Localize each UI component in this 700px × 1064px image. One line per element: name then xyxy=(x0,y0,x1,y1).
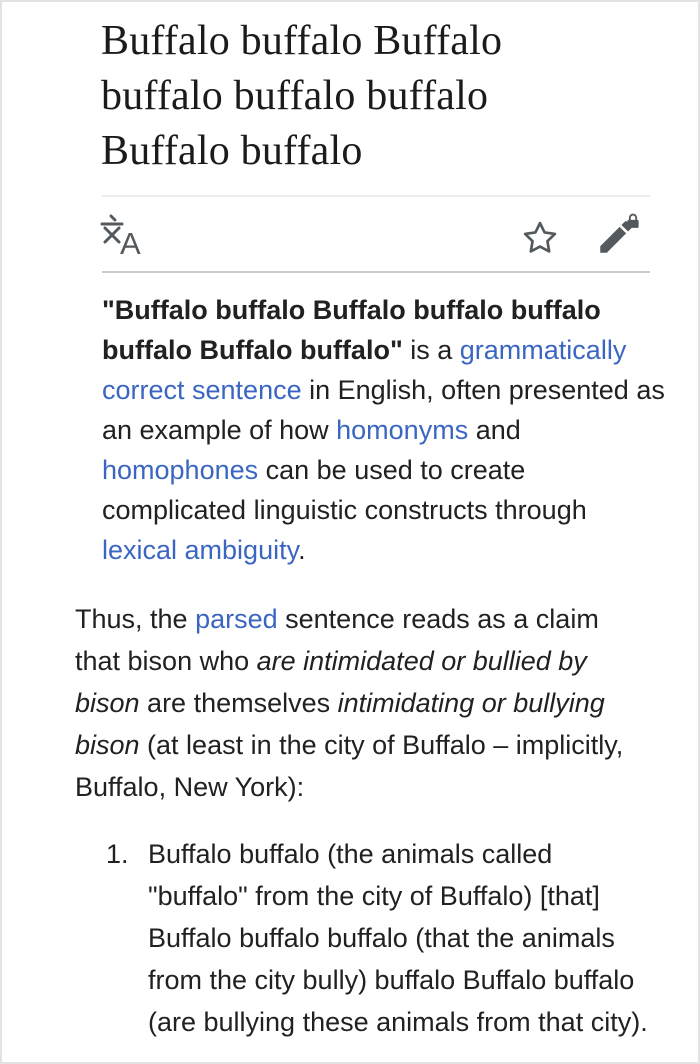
title-line: buffalo buffalo buffalo xyxy=(101,73,489,119)
text-segment: an example of how xyxy=(102,415,337,445)
text-segment: complicated linguistic constructs through xyxy=(102,495,587,525)
link-grammatically-correct-sentence[interactable]: correct sentence xyxy=(102,375,302,405)
text-segment: "buffalo" from the city of Buffalo) [that] xyxy=(148,881,600,911)
list-item-text xyxy=(148,833,648,1043)
text-line xyxy=(148,1001,648,1043)
text-line xyxy=(102,290,665,330)
text-segment: (are bullying these animals from that city). xyxy=(148,1007,648,1037)
italic-text: are intimidated or bullied by xyxy=(256,646,587,676)
text-line xyxy=(102,490,665,530)
title-line: Buffalo buffalo xyxy=(101,128,363,174)
star-icon xyxy=(521,219,559,257)
italic-text: intimidating or bullying xyxy=(337,688,605,718)
text-segment: from the city bully) buffalo Buffalo buffalo xyxy=(148,965,635,995)
text-line xyxy=(148,833,648,875)
text-segment: that bison who xyxy=(75,646,257,676)
text-segment: Buffalo buffalo (the animals called xyxy=(148,839,553,869)
text-segment: Thus, the xyxy=(75,604,196,634)
text-line xyxy=(102,530,665,570)
text-segment: (at least in the city of Buffalo – implicitly, xyxy=(139,730,624,760)
list-item-number: 1. xyxy=(106,839,129,869)
text-segment: is a xyxy=(402,335,460,365)
text-segment: . xyxy=(298,535,306,565)
link-parsed[interactable]: parsed xyxy=(195,604,278,634)
text-segment: sentence reads as a claim xyxy=(277,604,599,634)
link-homonyms[interactable]: homonyms xyxy=(336,415,469,445)
text-line xyxy=(102,410,665,450)
text-line xyxy=(148,875,648,917)
text-line xyxy=(148,959,648,1001)
text-line xyxy=(148,917,648,959)
text-segment: in English, often presented as xyxy=(301,375,665,405)
text-line xyxy=(102,330,665,370)
bold-text: "Buffalo buffalo Buffalo buffalo buffalo xyxy=(102,295,601,325)
text-line xyxy=(102,370,665,410)
link-homophones[interactable]: homophones xyxy=(102,455,259,485)
bold-text: buffalo Buffalo buffalo" xyxy=(102,335,403,365)
text-segment: Buffalo buffalo buffalo (that the animals xyxy=(148,923,615,953)
edit-button[interactable] xyxy=(595,216,637,258)
language-button[interactable] xyxy=(99,214,145,258)
lock-icon xyxy=(625,213,641,229)
explanation-paragraph xyxy=(75,598,623,808)
text-segment: can be used to create xyxy=(258,455,526,485)
text-segment: Buffalo, New York): xyxy=(75,772,305,802)
italic-text: bison xyxy=(75,688,140,718)
text-line xyxy=(75,766,623,808)
title-line: Buffalo buffalo Buffalo xyxy=(101,18,503,64)
text-line xyxy=(75,724,623,766)
article-title xyxy=(101,14,502,179)
link-grammatically-correct-sentence[interactable]: grammatically xyxy=(459,335,627,365)
link-lexical-ambiguity[interactable]: lexical ambiguity xyxy=(102,535,299,565)
text-segment: are themselves xyxy=(139,688,338,718)
text-line xyxy=(75,640,623,682)
watch-button[interactable] xyxy=(521,219,559,257)
divider-bottom xyxy=(102,271,650,273)
svg-text:A: A xyxy=(120,226,141,258)
italic-text: bison xyxy=(75,730,140,760)
text-line xyxy=(75,598,623,640)
divider-top xyxy=(102,195,650,197)
text-line xyxy=(102,450,665,490)
intro-paragraph xyxy=(102,290,665,570)
text-segment: and xyxy=(468,415,521,445)
text-line xyxy=(75,682,623,724)
language-icon xyxy=(99,214,145,258)
